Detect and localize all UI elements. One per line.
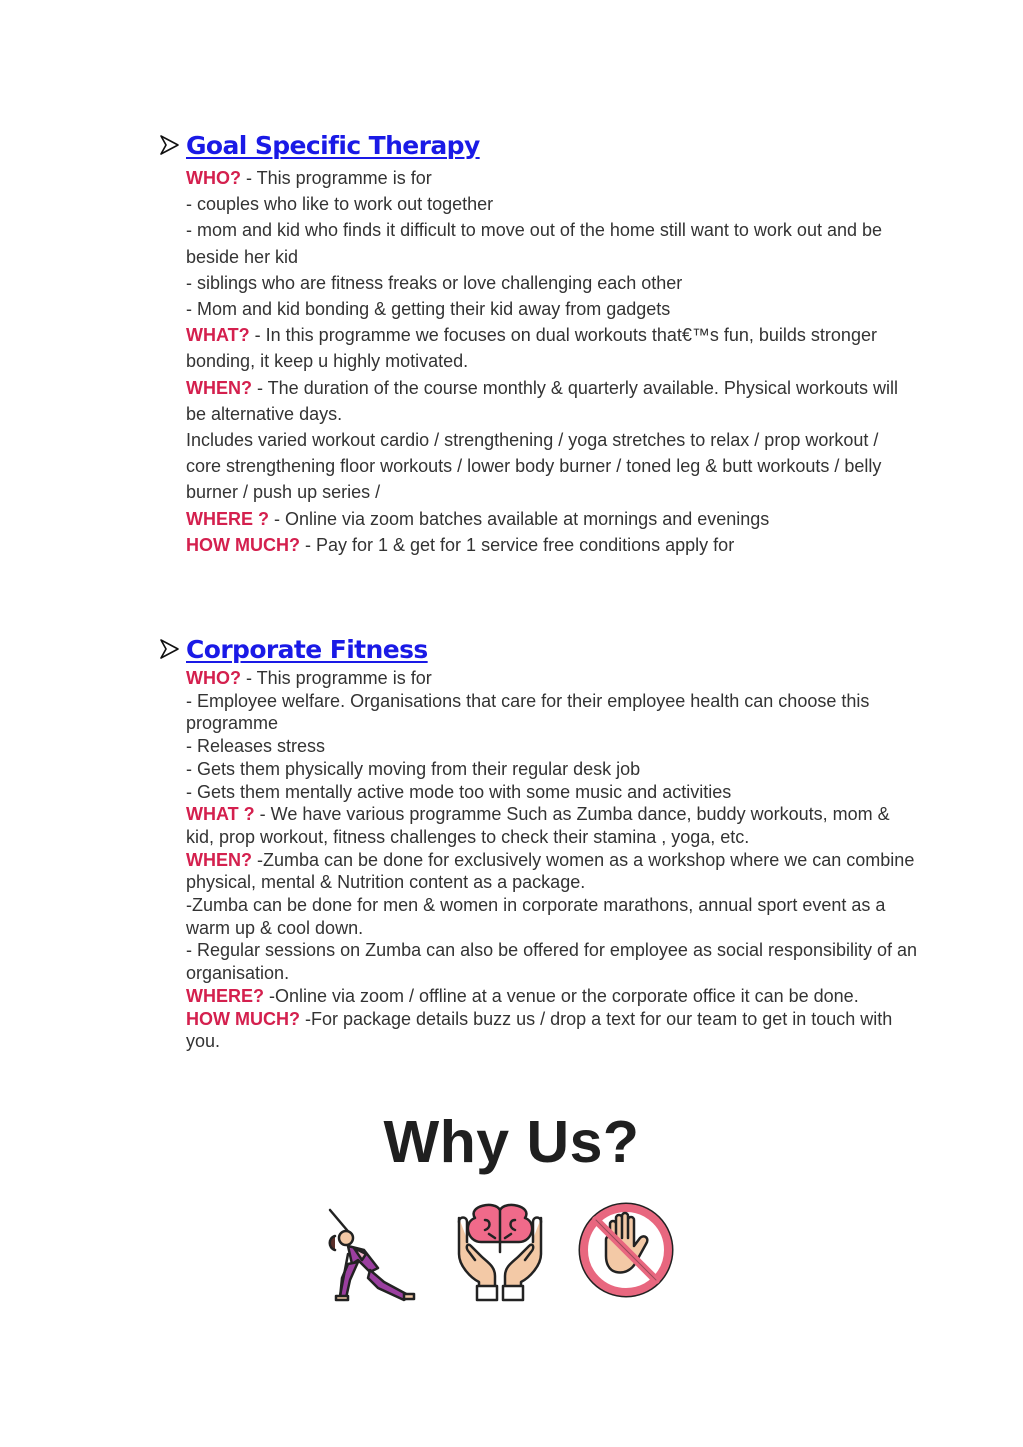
line — [186, 690, 918, 735]
text: -For package details buzz us / drop a text for our team to get in touch with you. — [186, 1008, 893, 1052]
no-hand-icon — [574, 1198, 678, 1302]
text: - The duration of the course monthly & quarterly available. Physical workouts will be alternative days. — [186, 377, 898, 424]
label: WHEN? — [186, 849, 252, 870]
section-title[interactable]: Corporate Fitness — [186, 634, 428, 664]
text: - Online via zoom batches available at mornings and evenings — [269, 508, 770, 529]
text: - mom and kid who finds it difficult to move out of the home still want to work out and be beside her kid — [186, 220, 883, 267]
line — [186, 939, 918, 984]
label: WHAT ? — [186, 804, 255, 825]
label: HOW MUCH? — [186, 1008, 300, 1029]
text: - siblings who are fitness freaks or love challenging each other — [186, 272, 683, 293]
text: - This programme is for — [240, 168, 432, 188]
text: - Releases stress — [186, 736, 326, 757]
label: WHEN? — [186, 377, 252, 398]
arrow-bullet-icon — [158, 134, 180, 156]
text: - This programme is for — [240, 668, 432, 688]
text: - Gets them mentally active mode too with some music and activities — [186, 781, 732, 802]
line — [186, 849, 918, 894]
line — [186, 191, 918, 217]
line — [186, 1008, 918, 1053]
line — [186, 506, 918, 532]
line — [186, 375, 918, 427]
arrow-bullet-icon — [158, 638, 180, 660]
line — [186, 217, 918, 269]
line — [186, 427, 918, 506]
section-title[interactable]: Goal Specific Therapy — [186, 130, 480, 160]
text: - Regular sessions on Zumba can also be offered for employee as social responsibility of an organisation. — [186, 940, 918, 984]
line — [186, 322, 918, 374]
line — [186, 803, 918, 848]
section-corporate-fitness — [158, 632, 918, 1053]
section-goal-specific-therapy — [158, 127, 918, 558]
label: WHO? — [186, 668, 241, 688]
text: -Zumba can be done for men & women in corporate marathons, annual sport event as a warm up & cool down. — [186, 895, 886, 938]
brain-hands-icon — [445, 1198, 555, 1302]
label: WHAT? — [186, 325, 250, 346]
section-heading — [158, 632, 918, 666]
section-body — [186, 165, 918, 558]
text: - Employee welfare. Organisations that care for their employee health can choose this programme — [186, 690, 870, 734]
text: Includes varied workout cardio / strengthening / yoga stretches to relax / prop workout / core strengthening floor workouts / lower body burner / toned leg & butt workouts / belly burner / push up series / — [186, 430, 882, 503]
text: - Mom and kid bonding & getting their kid away from gadgets — [186, 299, 671, 320]
yoga-pose-icon — [318, 1198, 418, 1302]
line — [186, 781, 918, 804]
label: WHERE? — [186, 985, 264, 1006]
label: WHERE ? — [186, 508, 269, 529]
line — [186, 985, 918, 1008]
text: - Gets them physically moving from their regular desk job — [186, 758, 641, 779]
line — [186, 165, 918, 191]
line — [186, 532, 918, 558]
text: - We have various programme Such as Zumba dance, buddy workouts, mom & kid, prop workout, fitness challenges to check their stamina , yoga, etc. — [186, 804, 890, 847]
label: WHO? — [186, 168, 241, 188]
line — [186, 735, 918, 758]
icon-row — [312, 1198, 712, 1308]
text: - couples who like to work out together — [186, 194, 494, 215]
line — [186, 296, 918, 322]
line — [186, 894, 918, 939]
section-heading — [158, 127, 918, 163]
text: -Online via zoom / offline at a venue or the corporate office it can be done. — [264, 985, 859, 1006]
text: - Pay for 1 & get for 1 service free conditions apply for — [299, 534, 735, 555]
line — [186, 758, 918, 781]
why-us-heading: Why Us? — [383, 1109, 640, 1175]
text: -Zumba can be done for exclusively women as a workshop where we can combine physical, mental & Nutrition content as a package. — [186, 849, 915, 893]
line — [186, 270, 918, 296]
line — [186, 667, 918, 690]
text: - In this programme we focuses on dual workouts that€™s fun, builds stronger bonding, it keep u highly motivated. — [186, 325, 877, 372]
section-body — [186, 667, 918, 1053]
label: HOW MUCH? — [186, 534, 300, 555]
